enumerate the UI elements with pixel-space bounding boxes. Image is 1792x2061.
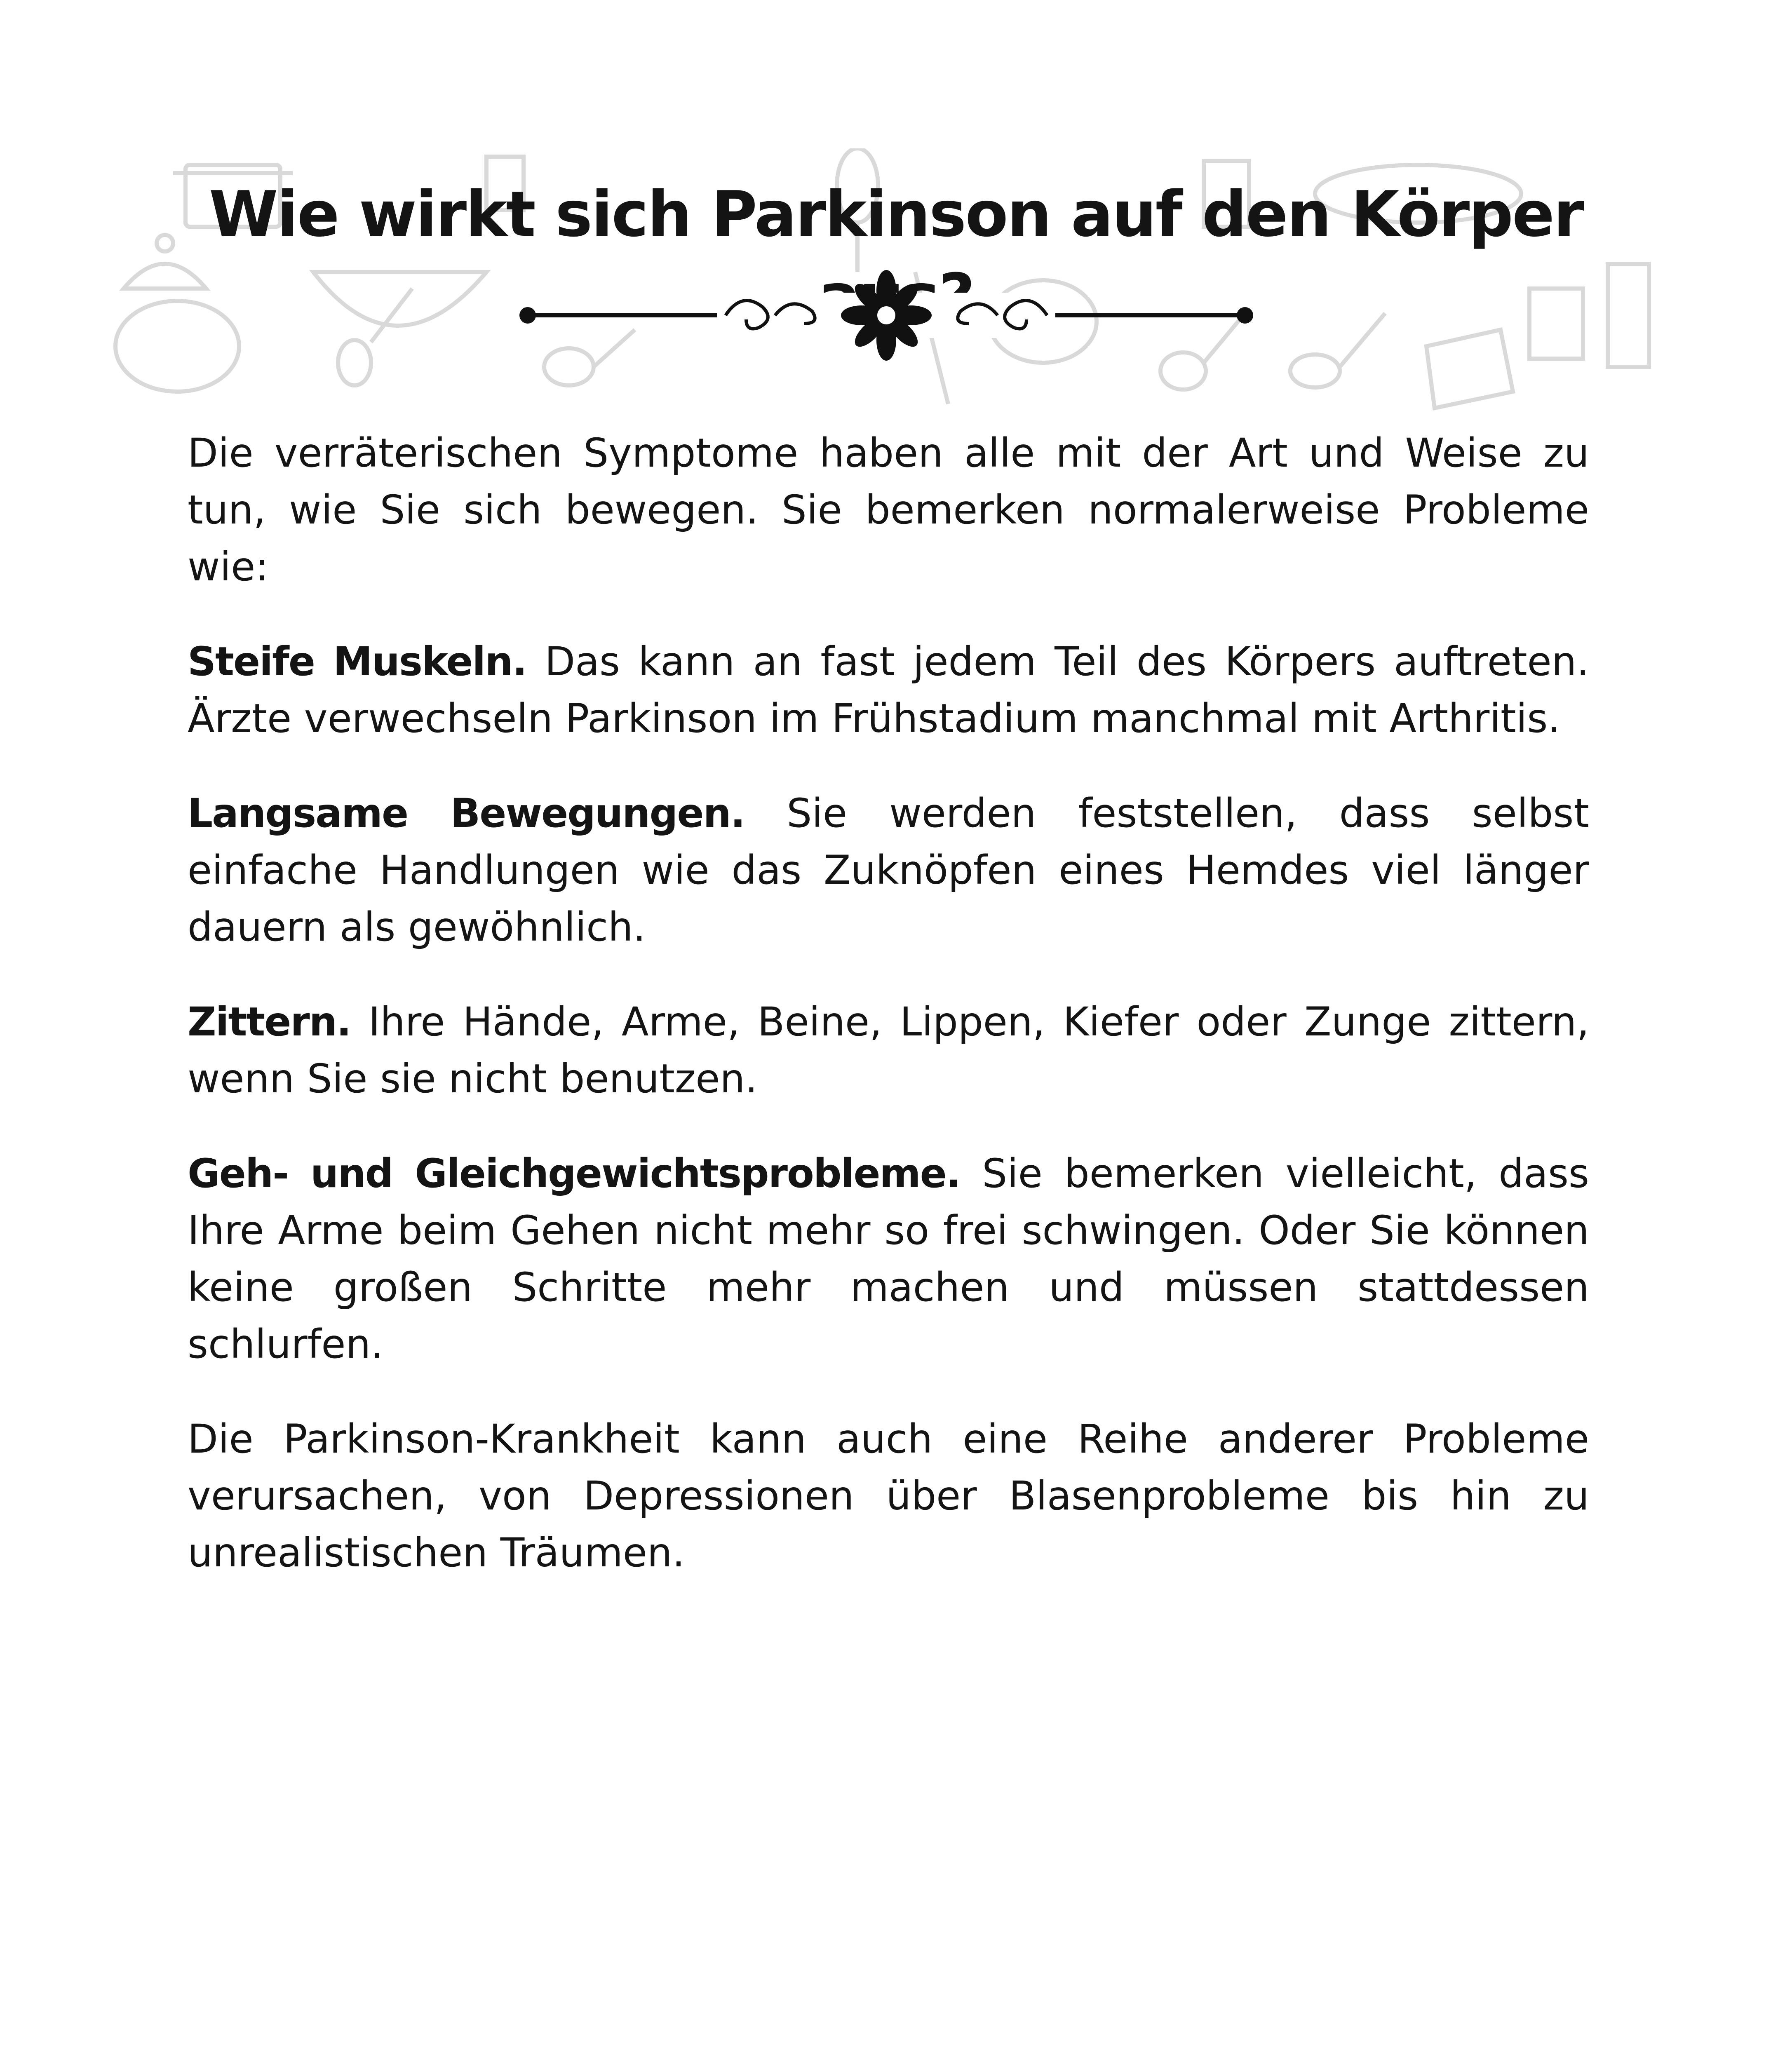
symptom-paragraph bbox=[188, 633, 1589, 747]
symptom-text: Sie bemerken vielleicht, dass Ihre Arme beim Gehen nicht mehr so frei schwingen. Oder Sie können keine großen Schritte mehr machen und müssen stattdessen schlurfen. bbox=[188, 1150, 1590, 1367]
intro-paragraph: Die verräterischen Symptome haben alle mit der Art und Weise zu tun, wie Sie sich bewegen. Sie bemerken normalerweise Probleme wie: bbox=[188, 430, 1589, 590]
symptom-term: Geh- und Gleichgewichtsprobleme. bbox=[188, 1150, 961, 1197]
symptom-term: Zittern. bbox=[188, 999, 351, 1045]
symptom-text: Das kann an fast jedem Teil des Körpers auftreten. Ärzte verwechseln Parkinson im Frühstadium manchmal mit Arthritis. bbox=[188, 638, 1590, 742]
page-title: Wie wirkt sich Parkinson auf den Körper bbox=[209, 178, 1583, 251]
symptom-paragraph bbox=[188, 785, 1589, 955]
symptom-paragraph bbox=[188, 1145, 1589, 1373]
symptom-term: Steife Muskeln. bbox=[188, 638, 527, 685]
symptom-text: Ihre Hände, Arme, Beine, Lippen, Kiefer oder Zunge zittern, wenn Sie sie nicht benutzen. bbox=[188, 999, 1590, 1102]
flourish-divider-icon bbox=[511, 268, 1261, 363]
closing-paragraph: Die Parkinson-Krankheit kann auch eine Reihe anderer Probleme verursachen, von Depressionen über Blasenprobleme bis hin zu unrealistischen Träumen. bbox=[188, 1416, 1589, 1576]
body-text bbox=[188, 425, 1589, 1619]
symptom-paragraph bbox=[188, 993, 1589, 1107]
symptom-term: Langsame Bewegungen. bbox=[188, 790, 745, 836]
symptom-text: Sie werden feststellen, dass selbst einfache Handlungen wie das Zuknöpfen eines Hemdes viel länger dauern als gewöhnlich. bbox=[188, 790, 1590, 950]
